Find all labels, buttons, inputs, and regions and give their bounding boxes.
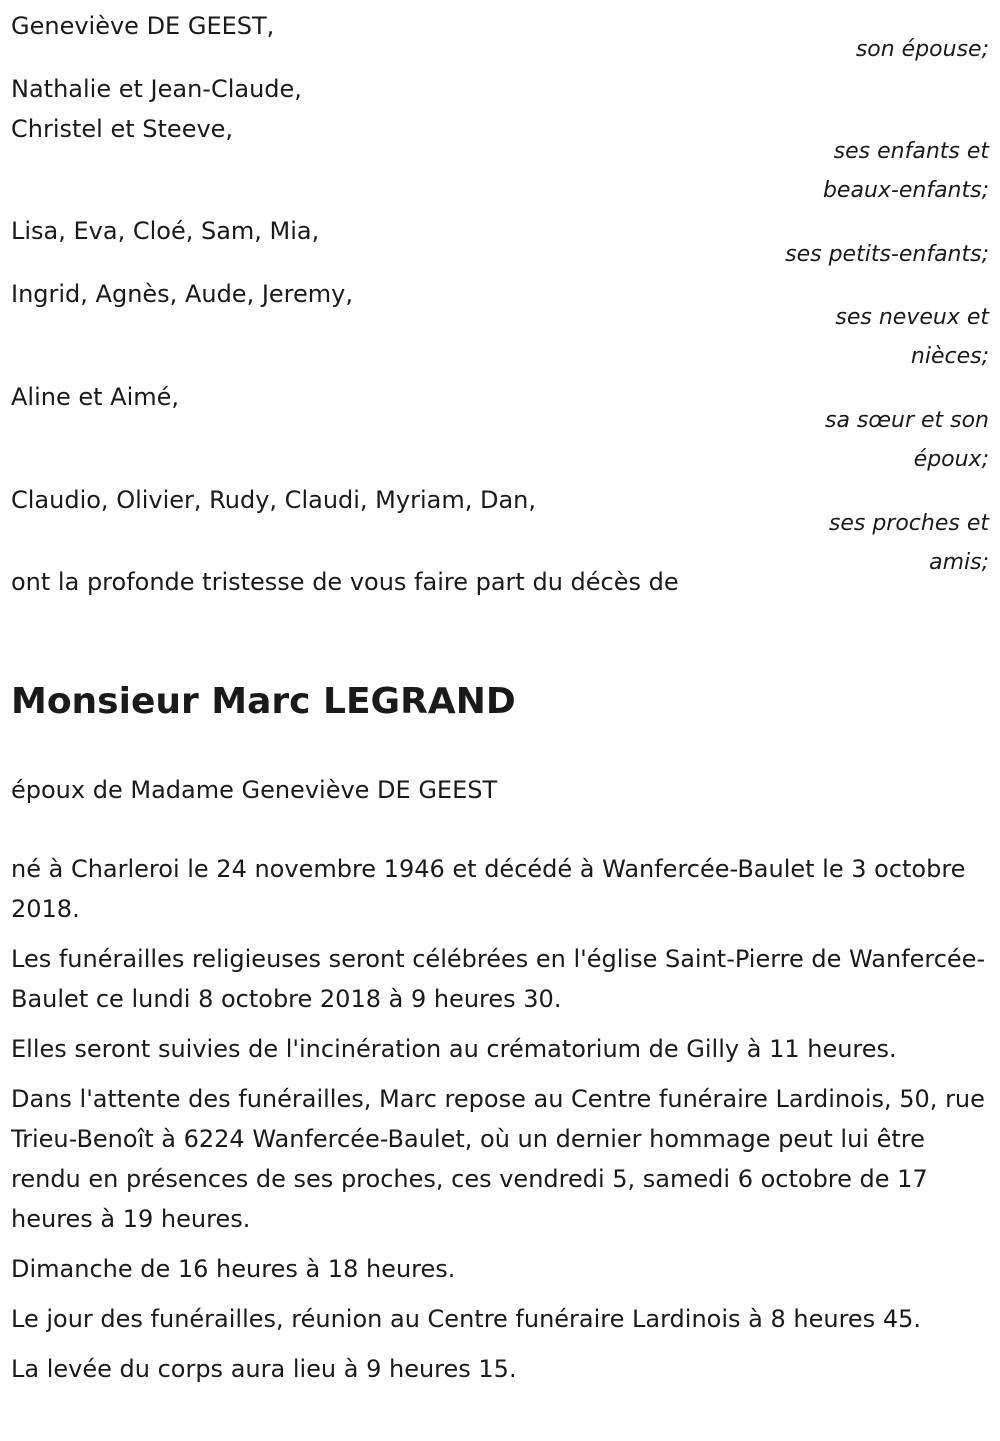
family-names: Lisa, Eva, Cloé, Sam, Mia, — [11, 217, 320, 245]
family-names: Ingrid, Agnès, Aude, Jeremy, — [11, 280, 353, 308]
family-relation: ses proches et amis; — [828, 511, 989, 575]
departure-paragraph: La levée du corps aura lieu à 9 heures 15. — [11, 1355, 517, 1383]
family-relation: ses enfants et beaux-enfants; — [822, 139, 989, 203]
family-names: Aline et Aimé, — [11, 383, 180, 411]
birth-death-paragraph: né à Charleroi le 24 novembre 1946 et décédé à Wanfercée-Baulet le 3 octobre 2018. — [11, 855, 966, 923]
family-relation: ses petits-enfants; — [785, 242, 989, 267]
ceremony-paragraph: Les funérailles religieuses seront célébrées en l'église Saint-Pierre de Wanfercée-Baulet ce lundi 8 octobre 2018 à 9 heures 30. — [11, 945, 986, 1013]
family-names: Nathalie et Jean-Claude, — [11, 75, 302, 103]
family-relation: sa sœur et son époux; — [824, 408, 989, 472]
deceased-name: Monsieur Marc LEGRAND — [11, 681, 516, 722]
family-relation: son épouse; — [855, 37, 989, 62]
meeting-paragraph: Le jour des funérailles, réunion au Centre funéraire Lardinois à 8 heures 45. — [11, 1305, 921, 1333]
funeral-details — [11, 849, 989, 1399]
announcement-text: ont la profonde tristesse de vous faire part du décès de — [11, 568, 679, 596]
spouse-line: époux de Madame Geneviève DE GEEST — [11, 776, 498, 804]
family-relation: ses neveux et nièces; — [835, 305, 989, 369]
family-names: Christel et Steeve, — [11, 115, 234, 143]
cremation-paragraph: Elles seront suivies de l'incinération au crématorium de Gilly à 11 heures. — [11, 1035, 897, 1063]
family-names: Claudio, Olivier, Rudy, Claudi, Myriam, Dan, — [11, 486, 536, 514]
visitation-paragraph: Dans l'attente des funérailles, Marc repose au Centre funéraire Lardinois, 50, rue Trieu-Benoît à 6224 Wanfercée-Baulet, où un dernier hommage peut lui être rendu en présences de ses proches, ces vendredi 5, samedi 6 octobre de 17 heures à 19 heures. — [11, 1085, 985, 1233]
sunday-hours-paragraph: Dimanche de 16 heures à 18 heures. — [11, 1255, 456, 1283]
family-names: Geneviève DE GEEST, — [11, 12, 275, 40]
